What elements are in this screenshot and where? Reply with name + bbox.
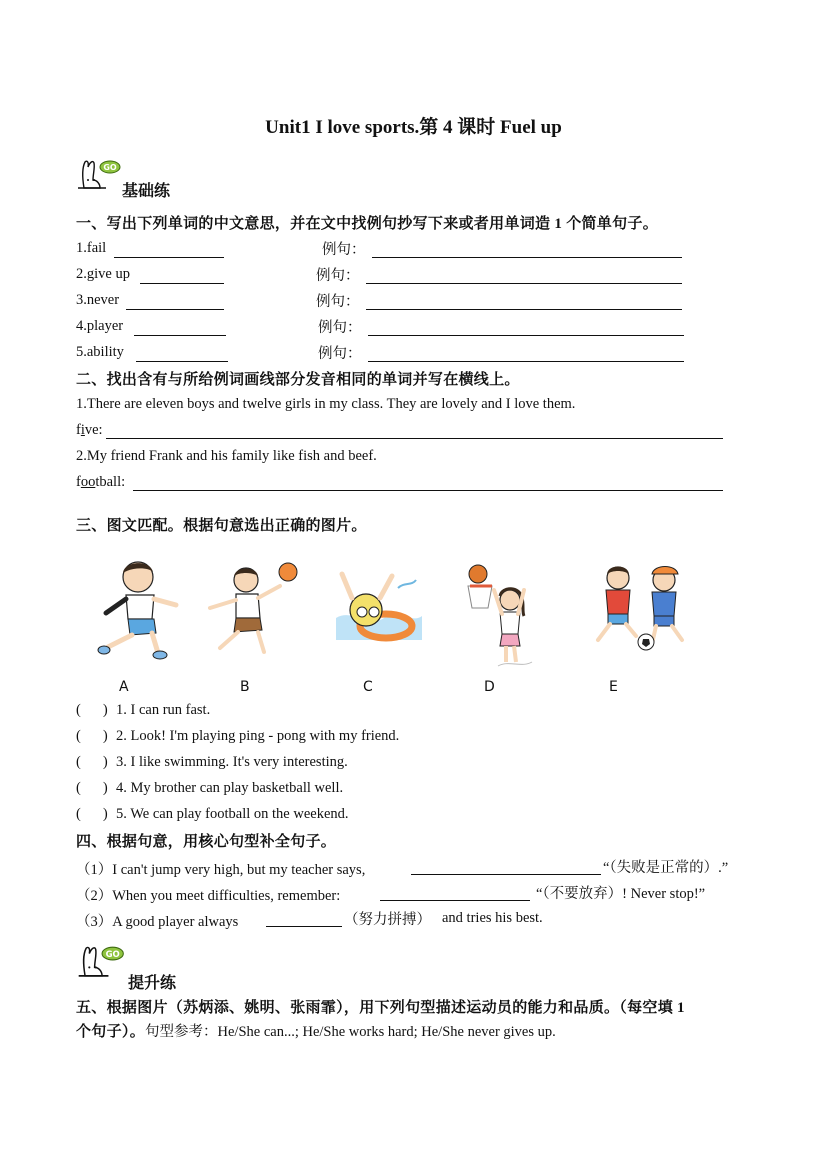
q3-answer-paren-1[interactable] <box>76 702 108 719</box>
q2-answer-line-2[interactable] <box>133 490 723 491</box>
q1-item-4: 4.player <box>76 318 124 334</box>
q3-heading: 三、图文匹配。根据句意选出正确的图片。 <box>76 518 367 534</box>
paren-close: ) <box>102 728 108 744</box>
q5-heading-line-2 <box>76 1020 556 1041</box>
page-title: Unit1 I love sports.第 4 课时 Fuel up <box>265 117 562 138</box>
q1-item-5: 5.ability <box>76 344 124 360</box>
picture-e-football-boys <box>590 562 694 654</box>
q2-word-football-pre: f <box>76 474 81 490</box>
q3-item-2: 2. Look! I'm playing ping - pong with my friend. <box>116 728 400 744</box>
q4-item-3-text: A good player always <box>112 914 239 930</box>
q4-answer-line-1[interactable] <box>411 874 601 875</box>
q4-item-3-hint: （努力拼搏） <box>344 912 431 928</box>
picture-label-e: E <box>609 679 618 695</box>
q4-heading: 四、根据句意，用核心句型补全句子。 <box>76 834 337 850</box>
q5-heading-line-2-bold: 个句子）。 <box>76 1024 146 1040</box>
picture-label-b: B <box>240 679 250 695</box>
q1-example-line-1[interactable] <box>372 257 682 258</box>
paren-close: ) <box>102 754 108 770</box>
q4-item-2-hint: “（不要放弃）! Never stop!” <box>536 886 706 902</box>
q1-answer-line-1[interactable] <box>114 257 224 258</box>
q4-item-3-after: and tries his best. <box>442 910 543 926</box>
q4-answer-line-3[interactable] <box>266 926 342 927</box>
q4-item-1-number: （1） <box>76 862 113 878</box>
q1-example-line-4[interactable] <box>368 335 684 336</box>
q3-item-3: 3. I like swimming. It's very interesting. <box>116 754 348 770</box>
picture-label-a: A <box>119 679 129 695</box>
q2-word-five-post: ve: <box>84 422 103 438</box>
q4-item-1-hint: “（失败是正常的）.” <box>603 860 729 876</box>
q4-item-1 <box>76 858 365 879</box>
q1-example-label-3: 例句： <box>316 294 360 310</box>
q1-example-line-5[interactable] <box>368 361 684 362</box>
q1-heading: 一、写出下列单词的中文意思，并在文中找例句抄写下来或者用单词造 1 个简单句子。 <box>76 216 659 232</box>
q2-sentence-2: 2.My friend Frank and his family like fish and beef. <box>76 448 377 464</box>
section-advanced-label: 提升练 <box>128 975 177 992</box>
q1-example-label-4: 例句： <box>318 320 362 336</box>
picture-label-c: C <box>363 679 373 695</box>
q3-answer-paren-3[interactable] <box>76 754 108 771</box>
q4-item-2 <box>76 884 340 905</box>
paren-open: ( <box>76 728 81 744</box>
q4-item-3-number: （3） <box>76 914 113 930</box>
paren-close: ) <box>102 780 108 796</box>
paren-open: ( <box>76 702 81 718</box>
q3-answer-paren-2[interactable] <box>76 728 108 745</box>
q4-item-3 <box>76 910 238 931</box>
picture-d-basketball-girl <box>462 560 548 670</box>
q1-answer-line-2[interactable] <box>140 283 224 284</box>
q1-example-label-1: 例句： <box>322 242 366 258</box>
q1-answer-line-4[interactable] <box>134 335 226 336</box>
q4-item-2-number: （2） <box>76 888 113 904</box>
q1-example-label-2: 例句： <box>316 268 360 284</box>
q2-word-football <box>76 474 125 491</box>
q5-heading-line-1: 五、根据图片（苏炳添、姚明、张雨霏），用下列句型描述运动员的能力和品质。（每空填 1 <box>76 1000 685 1016</box>
q3-item-4: 4. My brother can play basketball well. <box>116 780 344 796</box>
q3-answer-paren-4[interactable] <box>76 780 108 797</box>
paren-open: ( <box>76 806 81 822</box>
picture-b-pingpong-boy <box>200 560 304 660</box>
q2-sentence-1: 1.There are eleven boys and twelve girls in my class. They are lovely and I love them. <box>76 396 576 412</box>
q1-answer-line-5[interactable] <box>136 361 228 362</box>
q5-heading-line-2-rest: 句型参考：He/She can...; He/She works hard; He/She never gives up. <box>145 1024 556 1040</box>
q2-word-five <box>76 422 103 439</box>
picture-a-running-boy <box>92 555 184 660</box>
q1-example-line-3[interactable] <box>366 309 682 310</box>
q1-answer-line-3[interactable] <box>126 309 224 310</box>
section-basic-label: 基础练 <box>122 183 171 200</box>
q2-word-five-underlined: i <box>80 422 85 438</box>
paren-open: ( <box>76 754 81 770</box>
q1-item-2: 2.give up <box>76 266 130 282</box>
paren-close: ) <box>102 806 108 822</box>
q3-answer-paren-5[interactable] <box>76 806 108 823</box>
rabbit-go-icon <box>76 158 122 190</box>
picture-c-swimmer <box>332 568 424 648</box>
q2-word-five-pre: f <box>76 422 81 438</box>
q3-item-1: 1. I can run fast. <box>116 702 211 718</box>
q1-item-3: 3.never <box>76 292 120 308</box>
q2-word-football-underlined: oo <box>80 474 96 490</box>
picture-label-d: D <box>484 679 495 695</box>
q2-heading: 二、找出含有与所给例词画线部分发音相同的单词并写在横线上。 <box>76 372 520 388</box>
q1-item-1: 1.fail <box>76 240 107 256</box>
q1-example-label-5: 例句： <box>318 346 362 362</box>
q4-item-2-text: When you meet difficulties, remember: <box>112 888 341 904</box>
q4-answer-line-2[interactable] <box>380 900 530 901</box>
q1-example-line-2[interactable] <box>366 283 682 284</box>
paren-open: ( <box>76 780 81 796</box>
paren-close: ) <box>102 702 108 718</box>
q2-answer-line-1[interactable] <box>106 438 723 439</box>
q2-word-football-post: tball: <box>95 474 126 490</box>
go-badge-text: GO <box>105 949 120 960</box>
rabbit-go-icon <box>76 944 126 978</box>
go-badge-text: GO <box>103 163 117 172</box>
q3-item-5: 5. We can play football on the weekend. <box>116 806 349 822</box>
q4-item-1-text: I can't jump very high, but my teacher says, <box>112 862 366 878</box>
